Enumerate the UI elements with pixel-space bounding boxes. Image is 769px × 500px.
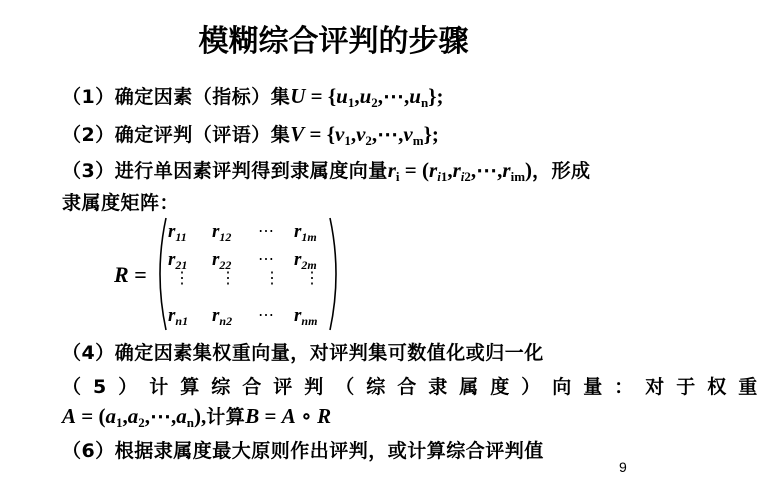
matrix-cell: ⋮ [174,268,190,287]
step-2 [62,120,439,149]
matrix-cell: $r_{22}$ [212,249,232,272]
step-5-formula-line [62,402,331,431]
matrix-cell: ⋯ [258,307,274,324]
matrix-cell: ⋮ [304,268,320,287]
step-3-formula: $r_i$ = $(r_{i1},r_{i2},\cdots,r_{im})$ [387,158,533,184]
matrix-cell: ⋮ [264,268,280,287]
matrix-cell: $r_{n2}$ [212,305,233,328]
step-2-formula: $V = \{v_1,v_2,\cdots,v_m\}$; [290,122,439,148]
matrix-cell: $r_{nm}$ [294,305,318,328]
matrix-cell: $r_{12}$ [212,221,232,244]
matrix-cell: $r_{1m}$ [294,221,317,244]
matrix-cell: $r_{2m}$ [294,249,317,272]
step-4: （4）确定因素集权重向量，对评判集可数值化或归一化 [62,342,544,364]
step-3-suffix: ，形成 [532,160,591,182]
step-5-formula: $A = (a_1,a_2,\cdots,a_n)$, [62,404,207,430]
matrix-body [160,217,340,329]
matrix-cell: ⋯ [258,223,274,240]
step-1-formula: $U = \{u_1,u_2,\cdots,u_n\}$; [290,84,444,110]
step-1-text: （1）确定因素（指标）集 [62,86,291,108]
step-5-compute: 计算 [206,406,246,428]
matrix-label: R = [114,262,147,287]
slide-title: 模糊综合评判的步骤 [198,24,469,59]
matrix-cell: ⋯ [258,251,274,268]
page-number: 9 [619,459,627,475]
matrix-cell: $r_{21}$ [168,249,188,272]
step-2-text: （2）确定评判（评语）集 [62,124,291,146]
matrix-cell: ⋮ [220,268,236,287]
step-5: （5）计算综合评判（综合隶属度）向量：对于权重 [62,376,769,398]
step-5-formula-b: B = A ∘ R [245,404,332,428]
step-6: （6）根据隶属度最大原则作出评判，或计算综合评判值 [62,440,544,462]
step-3-text: （3）进行单因素评判得到隶属度向量 [62,160,388,182]
matrix-cell: $r_{11}$ [168,221,187,244]
step-1 [62,82,443,111]
matrix-cell: $r_{n1}$ [168,305,189,328]
step-3 [62,156,591,185]
step-3-line2: 隶属度矩阵： [62,192,180,214]
